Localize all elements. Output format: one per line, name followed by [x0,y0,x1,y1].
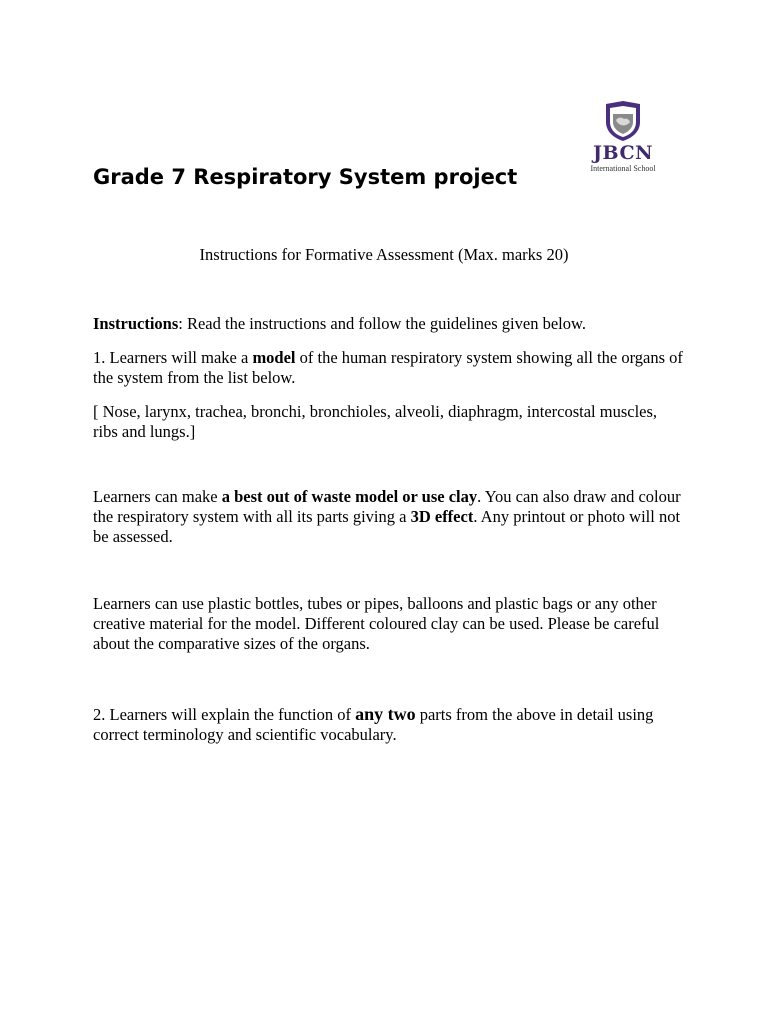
instructions-label: Instructions [93,314,179,333]
model-part1: Learners can make [93,487,222,506]
point-one-suffix: of the human respiratory system showing all the organs of the system from the list below. [93,348,683,387]
point-one-paragraph [93,348,683,388]
point-two-bold: any two [355,704,416,724]
point-one-prefix: 1. Learners will make a [93,348,253,367]
materials-paragraph: Learners can use plastic bottles, tubes or pipes, balloons and plastic bags or any other creative material for the model. Different coloured clay can be used. Please be careful about the comparative sizes of the organs. [93,594,660,653]
model-part3: . Any printout or photo will not be assessed. [93,507,681,546]
page-title: Grade 7 Respiratory System project [93,165,518,189]
instructions-text: : Read the instructions and follow the guidelines given below. [178,314,586,333]
logo-subtitle: International School [590,164,656,173]
point-two-paragraph [93,704,683,745]
shield-icon [602,100,644,142]
model-paragraph [93,487,683,547]
point-two-prefix: 2. Learners will explain the function of [93,705,356,724]
assessment-subtitle: Instructions for Formative Assessment (Max. marks 20) [199,245,569,264]
point-one-bold: model [252,348,296,367]
organ-list-paragraph: [ Nose, larynx, trachea, bronchi, bronchioles, alveoli, diaphragm, intercostal muscles, ribs and lungs.] [93,402,658,441]
school-logo [582,100,664,176]
point-two-suffix: parts from the above in detail using correct terminology and scientific vocabulary. [93,705,654,744]
instructions-paragraph [93,314,683,334]
model-bold2: 3D effect [410,507,474,526]
logo-wordmark: JBCN [593,142,653,164]
model-part2: . You can also draw and colour the respiratory system with all its parts giving a [93,487,681,526]
model-bold1: a best out of waste model or use clay [221,487,478,506]
